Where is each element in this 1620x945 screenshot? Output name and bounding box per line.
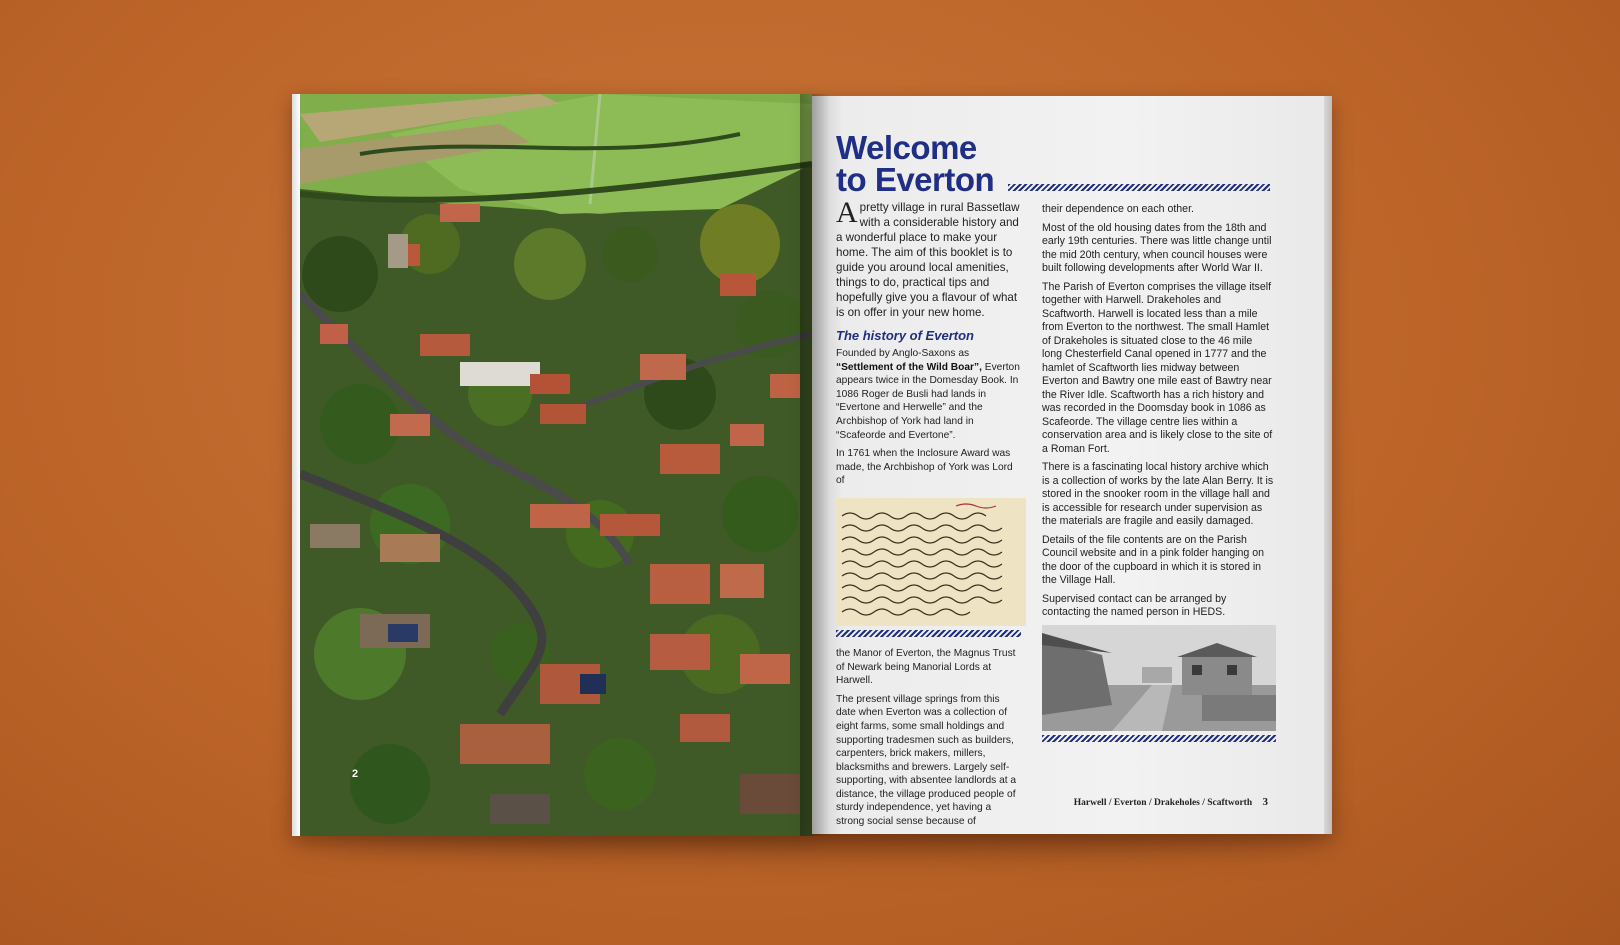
history-paragraph-1 [836, 347, 1021, 442]
left-column [836, 196, 1021, 834]
col2-paragraph-2: Most of the old housing dates from the 18th and early 19th centuries. There was little change until the mid 20th century, when council houses were built following developments after World War II. [1042, 221, 1272, 274]
title-hatch-rule [1008, 184, 1270, 191]
manuscript-hatch-rule [836, 630, 1021, 637]
history-p1-post: Everton appears twice in the Domesday Book. In 1086 Roger de Busli had lands in “Evertone and Herwelle” and the Archbishop of York had land in “Scafeorde and Evertone”. [836, 361, 1020, 441]
aerial-village-photo [300, 94, 812, 836]
footer-place-names: Harwell / Everton / Drakeholes / Scaftworth [1073, 798, 1253, 808]
historic-village-photo [1042, 625, 1276, 731]
left-page [292, 94, 812, 836]
history-p1-pre: Founded by Anglo-Saxons as [836, 348, 970, 359]
right-page-number: 3 [1262, 796, 1268, 808]
drop-cap: A [836, 196, 858, 229]
manuscript-scribble [836, 498, 1026, 626]
history-p1-bold: “Settlement of the Wild Boar”, [836, 361, 982, 373]
left-page-edge [292, 94, 300, 836]
village-street-scene [1042, 625, 1276, 731]
history-paragraph-2: In 1761 when the Inclosure Award was made, the Archbishop of York was Lord of [836, 448, 1013, 487]
col2-paragraph-6: Supervised contact can be arranged by contacting the named person in HEDS. [1042, 592, 1227, 618]
col2-paragraph-4: There is a fascinating local history archive which is a collection of works by the late Alan Berry. It is stored in the snooker room in the village hall and is accessible for research under supervision as the materials are fragile and easily damaged. [1042, 461, 1274, 527]
col2-paragraph-1: their dependence on each other. [1042, 203, 1194, 215]
title-line-2: to Everton [836, 161, 995, 198]
col2-paragraph-3: The Parish of Everton comprises the village itself together with Harwell. Drakeholes and Scaftworth. Harwell is located less than a mile from Everton to the northwest. The small Hamlet of Drakeholes is situated close to the 46 mile long Chesterfield Canal opened in 1777 and the hamlet of Scaftworth lies midway between Everton and Bawtry one mile east of Bawtry near the River Idle. Scaftworth has a rich history and was recorded in the Doomsday book in 1086 as Scafeorde. The village centre lies within a conservation area and is likely close to the site of a Roman Fort. [1042, 280, 1273, 455]
right-column [1042, 203, 1274, 742]
page-title [836, 129, 995, 198]
right-page [812, 96, 1332, 834]
history-subheading: The history of Everton [836, 328, 974, 343]
title-line-1: Welcome [836, 129, 977, 166]
col2-paragraph-5: Details of the file contents are on the Parish Council website and in a pink folder hanging on the door of the cupboard in which it is stored in the Village Hall. [1042, 533, 1265, 586]
domesday-manuscript-image [836, 498, 1026, 626]
page-footer [1074, 796, 1268, 808]
intro-paragraph [836, 196, 1021, 320]
intro-text: pretty village in rural Bassetlaw with a considerable history and a wonderful place to make your home. The aim of this booklet is to guide you around local amenities, things to do, practical tips and hopefully give you a flavour of what is on offer in your new home. [836, 201, 1020, 319]
history-paragraph-3: the Manor of Everton, the Magnus Trust of Newark being Manorial Lords at Harwell. [836, 647, 1016, 687]
photo-hatch-rule [1042, 735, 1276, 742]
right-page-edge [1324, 96, 1332, 834]
history-paragraph-4: The present village springs from this date when Everton was a collection of eight farms, some small holdings and supporting tradesmen such as builders, carpenters, brick makers, millers, blacksmiths and brewers. Largely self-supporting, with absentee landlords at a distance, the village produced people of sturdy independence, yet having a strong social sense because of [836, 693, 1017, 828]
left-page-number: 2 [352, 768, 359, 780]
